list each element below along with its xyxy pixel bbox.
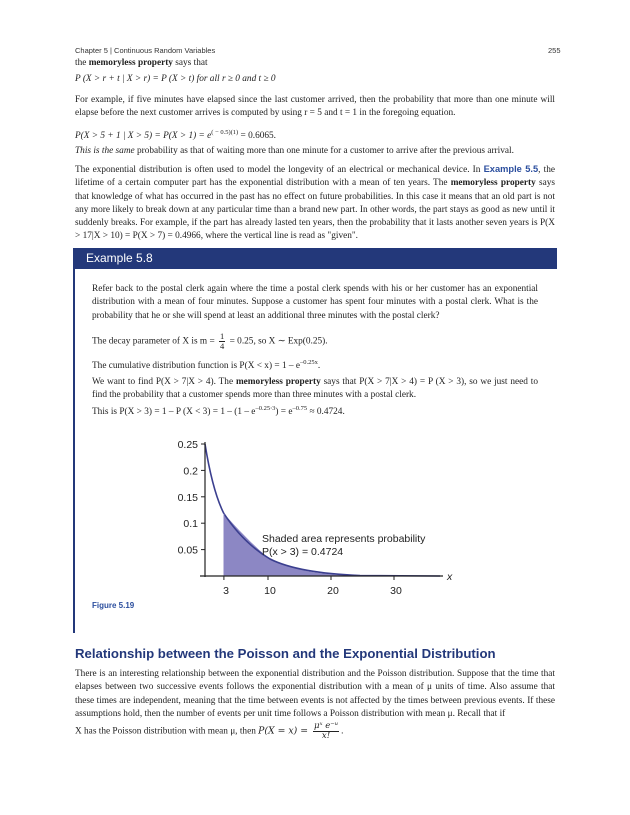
svg-text:20: 20 bbox=[327, 585, 339, 597]
longevity-paragraph: The exponential distribution is often used to model the longevity of an electrical or mechanical device. In Example 5.5, the lifetime of a certain computer part has the exponential distribution with a mean of ten years. The memoryless property says that knowledge of what has occurred in the past has no effect on future probabilities. In this case it means that an old part is not any more likely to break down at any particular time than a brand new part. In other words, the part stays as good as new until it suddenly breaks. For example, if the part has already lasted ten years, then the probability that it lasts another seven years is P(X > 17|X > 10) = P(X > 7) = 0.4966, where the vertical line is read as "given". bbox=[75, 164, 555, 242]
example-5-5-link[interactable]: Example 5.5 bbox=[483, 164, 539, 174]
svg-text:0.25: 0.25 bbox=[177, 439, 198, 451]
y-ticks bbox=[201, 444, 205, 550]
poisson-pmf-line: X has the Poisson distribution with mean μ, then P(X = x) = $\frac{\text{μˣ e⁻ᵘ}}{x!}$ . bbox=[75, 721, 344, 741]
svg-text:0.2: 0.2 bbox=[183, 465, 198, 478]
svg-text:30: 30 bbox=[390, 585, 402, 597]
pmf-lhs: P(X = x) = bbox=[258, 725, 311, 737]
pmf-fraction: $\frac{\text{μˣ e⁻ᵘ}}{x!}$ bbox=[313, 721, 339, 741]
y-tick-labels bbox=[178, 439, 199, 557]
memoryless-term: memoryless property bbox=[88, 58, 173, 68]
section-heading: Relationship between the Poisson and the Exponential Distribution bbox=[75, 646, 496, 661]
memoryless-intro: the memoryless property says that bbox=[75, 58, 208, 68]
annotation-line-2: P(x > 3) = 0.4724 bbox=[262, 546, 344, 558]
page-number: 255 bbox=[548, 46, 561, 55]
same-probability-note: This is the same probability as that of waiting more than one minute for a customer to arrive after the previous arrival. bbox=[75, 146, 514, 156]
svg-text:0.1: 0.1 bbox=[183, 518, 198, 531]
svg-text:0.15: 0.15 bbox=[177, 491, 198, 504]
memoryless-application: We want to find P(X > 7|X > 4). The memoryless property says that P(X > 7|X > 4) = P (X > 3), so we just need to find the probability that a customer spends more than three minutes with a postal clerk. bbox=[92, 377, 538, 401]
x-tick-labels bbox=[223, 585, 402, 597]
svg-text:10: 10 bbox=[264, 585, 276, 597]
example-problem: Refer back to the postal clerk again where the time a postal clerk spends with his or her customer has an exponential distribution with a mean of four minutes. Suppose a customer has spent four minutes with a postal clerk. What is the probability that he or she will spend at least an additional three minutes with the postal clerk? bbox=[92, 284, 538, 321]
figure-caption: Figure 5.19 bbox=[92, 601, 135, 610]
result-line: This is P(X > 3) = 1 – P $(X < 3) = 1 - (1 - e^{-0.25\cdot 3}) = e^{-0.75} \approx 0.4724$. bbox=[92, 405, 345, 417]
annotation-line-1: Shaded area represents probability bbox=[262, 533, 426, 545]
decay-parameter-line: The decay parameter of X is m = $\frac{1}{4}$ = 0.25, so X ∼ Exp(0.25). bbox=[92, 331, 328, 351]
example-title: Example 5.8 bbox=[73, 248, 557, 269]
svg-text:0.05: 0.05 bbox=[177, 544, 198, 557]
cdf-line: The cumulative distribution function is $P(X < x) = 1 - e^{-0.25x}$. bbox=[92, 359, 321, 371]
calc-equation: P(X > 5 + 1 | $X > 5) = P(X > 1) = e^{( - 0.5)(1)} = 0.6065$. bbox=[75, 129, 276, 141]
exponential-pdf-chart bbox=[160, 430, 460, 605]
poisson-relationship-paragraph: There is an interesting relationship between the exponential distribution and the Poisson distribution. Suppose that the time that elapses between two successive events follows the exponential distribution with a mean of μ units of time. Also assume that these times are independent, meaning that the time between events is not affected by the times between previous events. If these assumptions hold, then the number of events per unit time follows a Poisson distribution with mean μ. Recall that if bbox=[75, 669, 555, 719]
five-minute-example: For example, if five minutes have elapsed since the last customer arrived, then the probability that more than one minute will elapse before the next customer arrives is computed by using r = 5 and t = 1 in the foregoing equation. bbox=[75, 95, 555, 119]
svg-text:3: 3 bbox=[223, 585, 229, 597]
running-header-chapter: Chapter 5 | Continuous Random Variables bbox=[75, 46, 216, 55]
fraction-one-quarter: $\frac{1}{4}$ bbox=[220, 331, 225, 351]
memoryless-equation: P (X > r + t | X > r) = P (X > t) for all r ≥ 0 and t ≥ 0 bbox=[75, 74, 276, 84]
x-axis-label: x bbox=[447, 571, 453, 583]
